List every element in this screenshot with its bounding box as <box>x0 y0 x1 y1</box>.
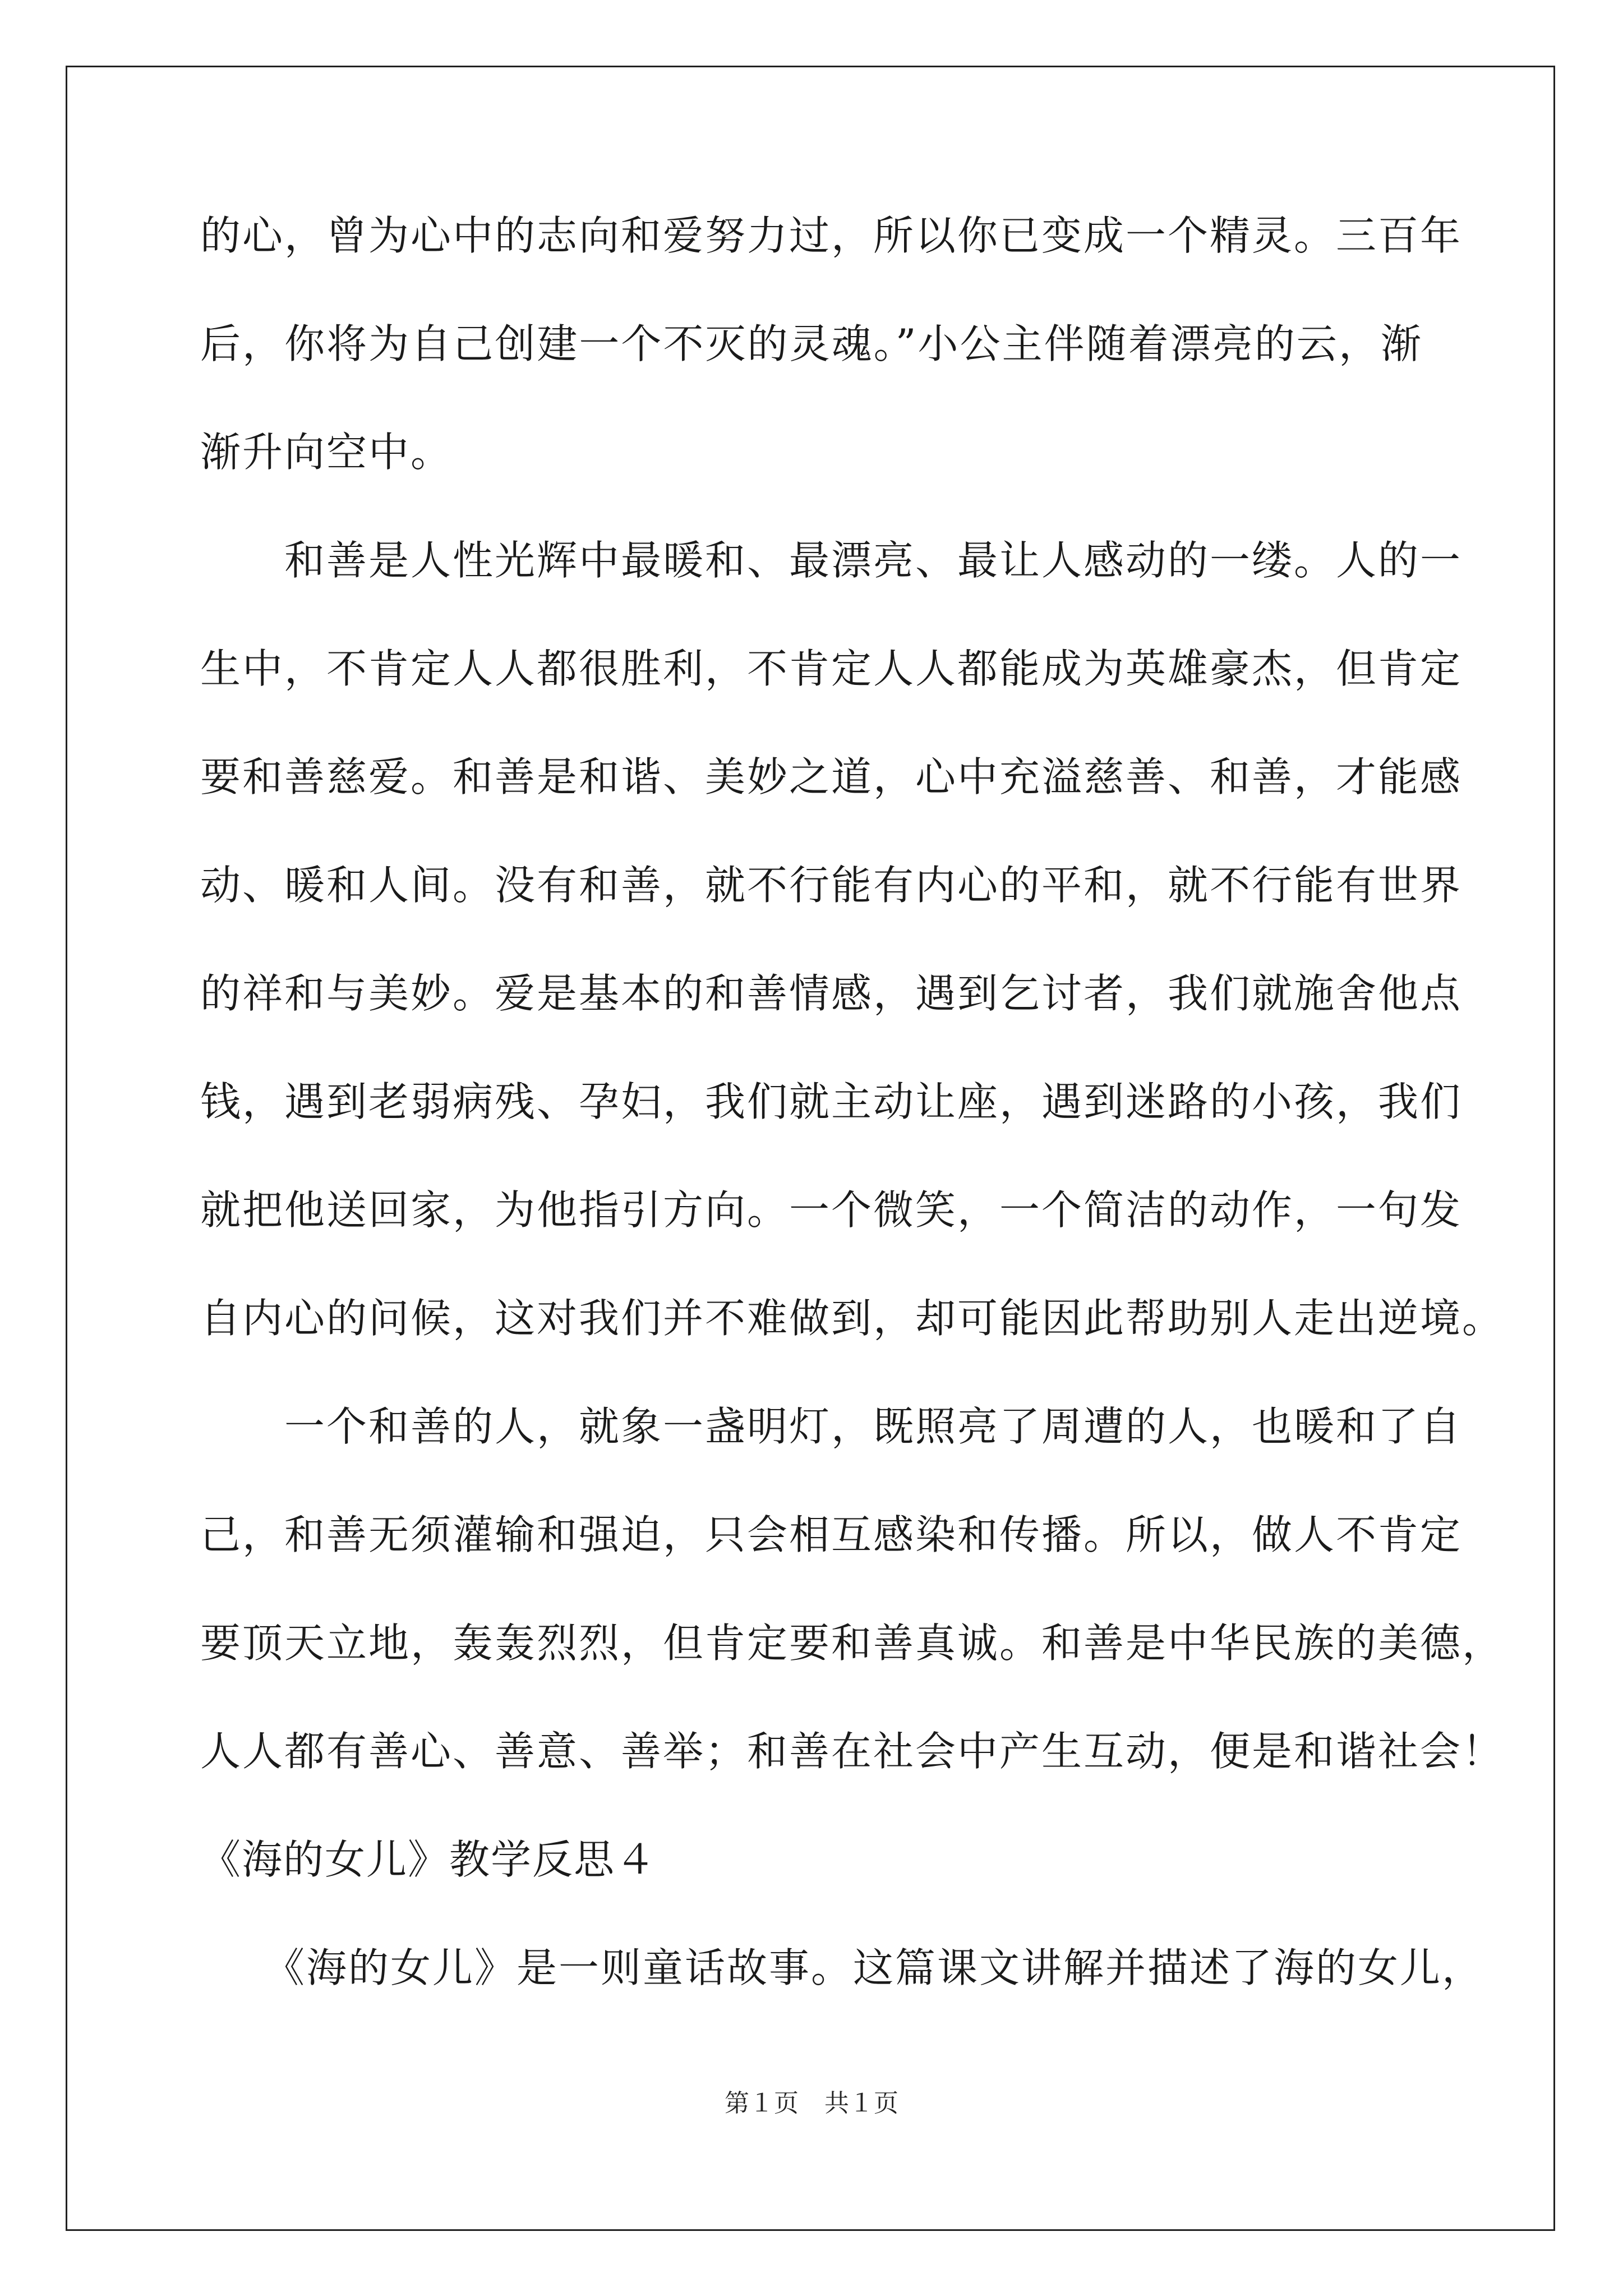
text-line: 后，你将为自己创建一个不灭的灵魂。”小公主伴随着漂亮的云，渐 <box>200 320 1423 367</box>
text-line: 钱，遇到老弱病残、孕妇，我们就主动让座，遇到迷路的小孩，我们 <box>200 1078 1463 1125</box>
text-line: 要顶天立地，轰轰烈烈，但肯定要和善真诚。和善是中华民族的美德， <box>200 1619 1505 1667</box>
page-total: 共１页 <box>824 2090 898 2117</box>
text-line: 《海的女儿》是一则童话故事。这篇课文讲解并描述了海的女儿， <box>200 1944 1484 1991</box>
page-number: 第１页 <box>725 2090 799 2117</box>
text-line: 一个和善的人，就象一盏明灯，既照亮了周遭的人，也暖和了自 <box>200 1403 1463 1450</box>
text-line: 己，和善无须灌输和强迫，只会相互感染和传播。所以，做人不肯定 <box>200 1511 1463 1558</box>
text-line: 动、暖和人间。没有和善，就不行能有内心的平和，就不行能有世界 <box>200 862 1463 909</box>
text-line: 生中，不肯定人人都很胜利，不肯定人人都能成为英雄豪杰，但肯定 <box>200 645 1463 692</box>
page-border <box>66 66 1555 2231</box>
text-line: 的心，曾为心中的志向和爱努力过，所以你已变成一个精灵。三百年 <box>200 212 1463 259</box>
text-line: 自内心的问候，这对我们并不难做到，却可能因此帮助别人走出逆境。 <box>200 1295 1505 1342</box>
text-line: 和善是人性光辉中最暖和、最漂亮、最让人感动的一缕。人的一 <box>200 537 1463 584</box>
text-line: 要和善慈爱。和善是和谐、美妙之道，心中充溢慈善、和善，才能感 <box>200 753 1463 800</box>
text-line: 人人都有善心、善意、善举；和善在社会中产生互动，便是和谐社会！ <box>200 1728 1505 1775</box>
section-heading: 《海的女儿》教学反思４ <box>200 1836 657 1883</box>
text-line: 的祥和与美妙。爱是基本的和善情感，遇到乞讨者，我们就施舍他点 <box>200 970 1463 1017</box>
text-line: 渐升向空中。 <box>200 429 453 476</box>
text-line: 就把他送回家，为他指引方向。一个微笑，一个简洁的动作，一句发 <box>200 1186 1463 1234</box>
page-footer <box>0 2087 1623 2120</box>
